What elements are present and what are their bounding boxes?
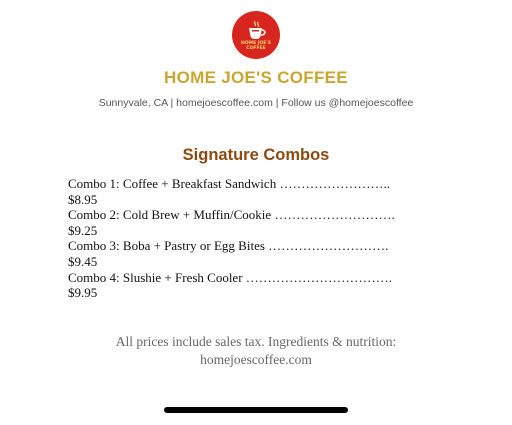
- combo-price: $8.95: [68, 191, 98, 207]
- combo-item: [68, 207, 448, 238]
- combo-name-line: [68, 238, 448, 254]
- combo-leader: ……………………….: [274, 207, 395, 223]
- combo-item: [68, 270, 448, 301]
- section-title: Signature Combos: [182, 146, 330, 164]
- combo-leader: ……………………….: [268, 238, 389, 254]
- coffee-cup-icon: [245, 20, 267, 40]
- combo-name-line: [68, 176, 448, 192]
- combo-name-line: [68, 207, 448, 223]
- brand-tagline: Sunnyvale, CA | homejoescoffee.com | Follow us @homejoescoffee: [98, 97, 414, 109]
- logo-text-line1: HOME JOE'S: [241, 40, 271, 46]
- brand-title: HOME JOE'S COFFEE: [164, 68, 348, 87]
- brand-logo: [232, 11, 280, 59]
- combo-price: $9.25: [68, 222, 98, 238]
- footer-line1: All prices include sales tax. Ingredients & nutrition:: [115, 334, 397, 349]
- combo-leader: …………………………….: [245, 269, 393, 285]
- combo-price: $9.95: [68, 285, 98, 301]
- logo-text: [241, 41, 271, 51]
- combo-name-line: [68, 270, 448, 286]
- footer-note: [0, 333, 512, 369]
- combo-item: [68, 176, 448, 207]
- combo-price: $9.45: [68, 253, 98, 269]
- combo-name: Combo 4: Slushie + Fresh Cooler: [68, 269, 243, 285]
- home-indicator[interactable]: [164, 407, 348, 413]
- combo-list: [68, 176, 448, 301]
- footer-link[interactable]: homejoescoffee.com: [200, 352, 312, 367]
- combo-leader: ……………………..: [279, 176, 390, 191]
- combo-item: [68, 238, 448, 269]
- combo-name: Combo 1: Coffee + Breakfast Sandwich: [68, 176, 277, 191]
- combo-name: Combo 3: Boba + Pastry or Egg Bites: [68, 238, 265, 254]
- combo-name: Combo 2: Cold Brew + Muffin/Cookie: [68, 207, 272, 223]
- logo-text-line2: COFFEE: [246, 45, 266, 51]
